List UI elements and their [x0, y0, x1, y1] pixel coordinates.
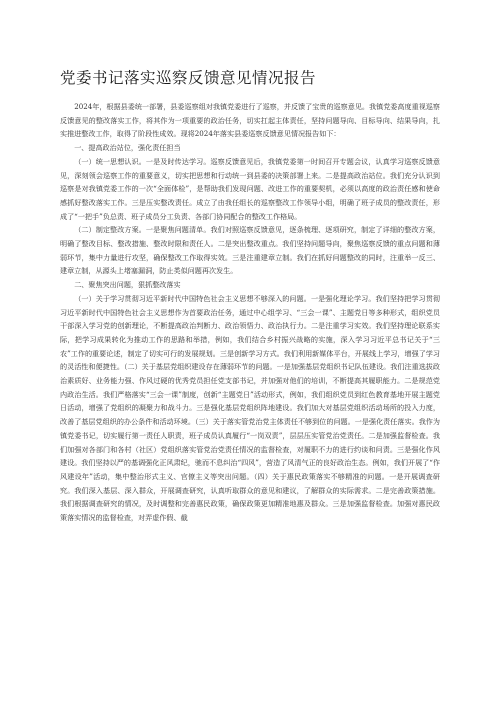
- intro-paragraph: 2024年，根据县委统一部署，县委巡察组对我镇党委进行了巡察，并反馈了宝贵的巡察意见。我镇党委高度重视巡察反馈意见的整改落实工作，将其作为一项重要的政治任务，切实扛起主体责任，坚持问题导向、目标导向、结果导向，扎实推进整改工作，取得了阶段性成效。现将2024年落实县委巡察反馈意见情况报告如下：: [60, 102, 440, 139]
- body-paragraph: （一）统一思想认识。一是及时传达学习。巡察反馈意见后，我镇党委第一时间召开专题会议，认真学习巡察反馈意见，深刻领会巡察工作的重要意义，切实把思想和行动统一到县委的决策部署上来。二是提高政治站位。我们充分认识到巡察是对我镇党委工作的一次“全面体检”，是帮助我们发现问题、改进工作的重要契机，必须以高度的政治责任感和使命感抓好整改落实工作。三是压实整改责任。成立了由我任组长的巡察整改工作领导小组，明确了班子成员的整改责任，形成了“一把手”负总责、班子成员分工负责、各部门协同配合的整改工作格局。: [60, 156, 440, 221]
- document-body: [60, 100, 440, 525]
- body-paragraph: （二）制定整改方案。一是聚焦问题清单。我们对照巡察反馈意见，逐条梳理、逐项研究，制定了详细的整改方案，明确了整改目标、整改措施、整改时限和责任人。二是突出整改重点。我们坚持问题导向，聚焦巡察反馈的重点问题和薄弱环节，集中力量进行攻坚，确保整改工作取得实效。三是注重建章立制。我们在抓好问题整改的同时，注重举一反三、建章立制，从源头上堵塞漏洞，防止类似问题再次发生。: [60, 225, 440, 276]
- section-heading-2: 二、聚焦突出问题，狠抓整改落实: [74, 280, 181, 290]
- document-title: 党委书记落实巡察反馈意见情况报告: [60, 69, 317, 87]
- body-paragraph: （一）关于学习贯彻习近平新时代中国特色社会主义思想不够深入的问题。一是强化理论学习。我们坚持把学习贯彻习近平新时代中国特色社会主义思想作为首要政治任务，通过中心组学习、“三会一课”、主题党日等多种形式，组织党员干部深入学习党的创新理论，不断提高政治判断力、政治领悟力、政治执行力。二是注重学习实效。我们坚持理论联系实际，把学习成果转化为推动工作的思路和举措，例如，我们结合乡村振兴战略的实施，深入学习习近平总书记关于“三农”工作的重要论述，制定了切实可行的发展规划。三是创新学习方式。我们利用新媒体平台，开展线上学习，增强了学习的灵活性和便捷性。（二）关于基层党组织建设存在薄弱环节的问题。一是加强基层党组织书记队伍建设。我们注重选拔政治素质好、业务能力强、作风过硬的优秀党员担任党支部书记，并加强对他们的培训，不断提高其履职能力。二是规范党内政治生活。我们严格落实“三会一课”制度，创新“主题党日”活动形式，例如，我们组织党员到红色教育基地开展主题党日活动，增强了党组织的凝聚力和战斗力。三是强化基层党组织阵地建设。我们加大对基层党组织活动场所的投入力度，改善了基层党组织的办公条件和活动环境。（三）关于落实管党治党主体责任不够到位的问题。一是强化责任落实。我作为镇党委书记，切实履行第一责任人职责，班子成员认真履行“一岗双责”，层层压实管党治党责任。二是加强监督检查。我们加强对各部门和各村（社区）党组织落实管党治党责任情况的监督检查，对履职不力的进行约谈和问责。三是强化作风建设。我们坚持以严的基调强化正风肃纪，驰而不息纠治“四风”，营造了风清气正的良好政治生态。例如，我们开展了“作风建设年”活动，集中整治形式主义、官僚主义等突出问题。（四）关于惠民政策落实不够精准的问题。一是开展调查研究。我们深入基层、深入群众，开展调查研究，认真听取群众的意见和建议，了解群众的实际需求。二是完善政策措施。我们根据调查研究的情况，及时调整和完善惠民政策，确保政策更加精准地惠及群众。三是加强监督检查。加强对惠民政策落实情况的监督检查，对弄虚作假、截: [60, 293, 440, 523]
- section-heading-1: 一、提高政治站位，强化责任担当: [74, 143, 181, 153]
